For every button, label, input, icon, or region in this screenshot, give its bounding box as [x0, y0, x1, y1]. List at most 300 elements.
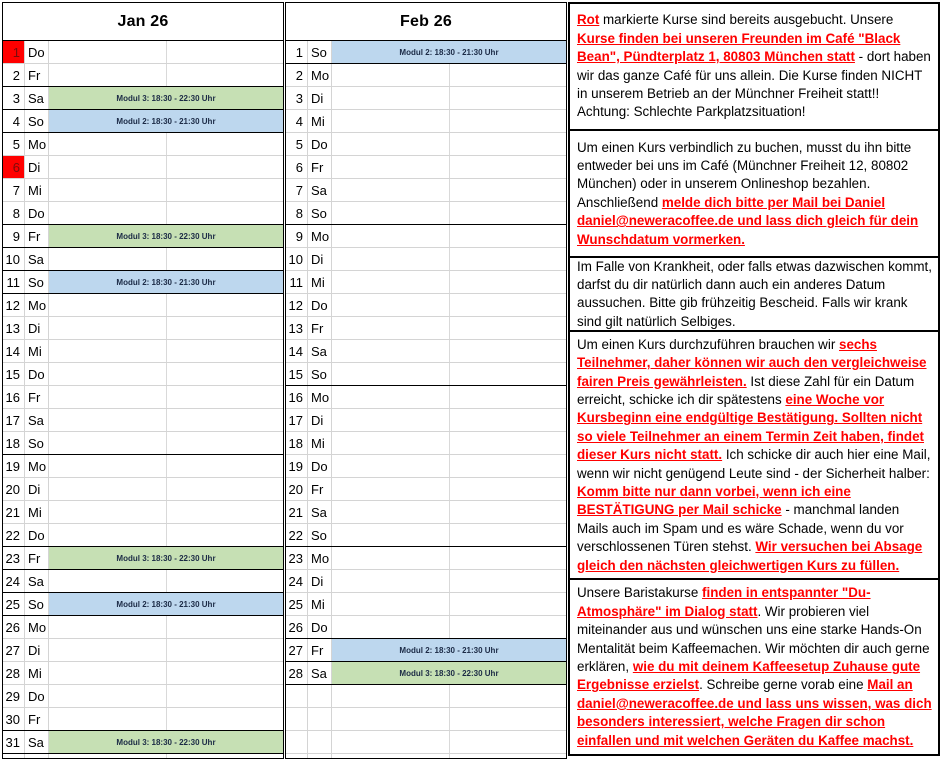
day-number-cell[interactable]: 17: [286, 409, 308, 431]
day-number-cell[interactable]: 16: [286, 386, 308, 408]
weekday-cell[interactable]: Do: [25, 685, 49, 707]
calendar-day-row: [3, 386, 283, 409]
gridline: [166, 294, 167, 316]
event-area-cell[interactable]: [332, 179, 566, 201]
weekday-cell[interactable]: So: [25, 271, 49, 293]
weekday-cell[interactable]: [308, 685, 332, 707]
weekday-cell[interactable]: Di: [25, 156, 49, 178]
weekday-cell[interactable]: Di: [308, 409, 332, 431]
calendar-day-row: [286, 639, 566, 662]
gridline: [166, 179, 167, 201]
day-number-cell[interactable]: 28: [286, 662, 308, 684]
event-area-cell[interactable]: [332, 409, 566, 431]
weekday-cell[interactable]: Do: [25, 524, 49, 546]
weekday-cell[interactable]: Fr: [25, 64, 49, 86]
day-number-cell[interactable]: 5: [286, 133, 308, 155]
day-number-cell[interactable]: 23: [286, 547, 308, 569]
day-number-cell[interactable]: 12: [3, 294, 25, 316]
weekday-cell[interactable]: Di: [308, 87, 332, 109]
gridline: [166, 202, 167, 224]
calendar-day-row: [286, 455, 566, 478]
gridline: [449, 87, 450, 109]
event-area-cell[interactable]: [49, 409, 283, 431]
day-number-cell[interactable]: 6: [286, 156, 308, 178]
calendar-february: [285, 2, 567, 759]
event-area-cell[interactable]: [49, 547, 283, 569]
calendar-day-row: [3, 225, 283, 248]
calendar-day-row: [3, 708, 283, 731]
event-area-cell[interactable]: [332, 248, 566, 270]
event-area-cell[interactable]: [332, 662, 566, 684]
course-event-m2[interactable]: Modul 2: 18:30 - 21:30 Uhr: [49, 593, 283, 615]
body-text: . Schreibe gerne vorab eine: [699, 677, 868, 693]
weekday-cell[interactable]: So: [25, 593, 49, 615]
gridline: [449, 547, 450, 569]
day-number-cell[interactable]: 20: [3, 478, 25, 500]
gridline: [166, 156, 167, 178]
day-number-cell[interactable]: 19: [3, 455, 25, 477]
gridline: [166, 570, 167, 592]
weekday-cell[interactable]: So: [25, 110, 49, 132]
day-number-cell[interactable]: 12: [286, 294, 308, 316]
day-number-cell[interactable]: 25: [3, 593, 25, 615]
day-number-cell[interactable]: 10: [3, 248, 25, 270]
calendar-day-row: [286, 363, 566, 386]
weekday-cell[interactable]: Fr: [25, 386, 49, 408]
event-area-cell[interactable]: [49, 87, 283, 109]
event-area-cell[interactable]: [49, 363, 283, 385]
event-area-cell[interactable]: [332, 501, 566, 523]
day-number-cell[interactable]: [286, 731, 308, 753]
gridline: [449, 432, 450, 454]
gridline: [449, 156, 450, 178]
day-number-cell[interactable]: 3: [286, 87, 308, 109]
course-event-m3[interactable]: Modul 3: 18:30 - 22:30 Uhr: [49, 547, 283, 569]
day-number-cell[interactable]: 13: [3, 317, 25, 339]
event-area-cell[interactable]: [332, 87, 566, 109]
day-number-cell[interactable]: 26: [3, 616, 25, 638]
calendar-day-row: [3, 317, 283, 340]
event-area-cell[interactable]: [332, 202, 566, 224]
calendar-day-row: [286, 110, 566, 133]
day-number-cell[interactable]: 13: [286, 317, 308, 339]
calendar-day-row: [286, 685, 566, 708]
day-number-cell[interactable]: 1: [286, 41, 308, 63]
calendar-day-row: [286, 547, 566, 570]
event-area-cell[interactable]: [332, 64, 566, 86]
gridline: [166, 708, 167, 730]
day-number-cell[interactable]: 8: [286, 202, 308, 224]
event-area-cell[interactable]: [49, 432, 283, 454]
event-area-cell[interactable]: [49, 731, 283, 753]
day-number-cell[interactable]: 4: [3, 110, 25, 132]
calendar-day-row: [286, 225, 566, 248]
day-number-cell[interactable]: 21: [286, 501, 308, 523]
course-event-m3[interactable]: Modul 3: 18:30 - 22:30 Uhr: [49, 87, 283, 109]
partial-row: [3, 754, 283, 758]
gridline: [449, 271, 450, 293]
calendar-day-row: [3, 248, 283, 271]
weekday-cell[interactable]: Mi: [25, 179, 49, 201]
day-number-cell[interactable]: 25: [286, 593, 308, 615]
event-area-cell[interactable]: [49, 708, 283, 730]
calendar-day-row: [3, 133, 283, 156]
day-number-cell[interactable]: 18: [3, 432, 25, 454]
weekday-cell[interactable]: Mo: [25, 133, 49, 155]
weekday-cell[interactable]: Di: [25, 317, 49, 339]
day-number-cell[interactable]: 7: [3, 179, 25, 201]
calendar-day-row: [3, 271, 283, 294]
weekday-cell[interactable]: [308, 731, 332, 753]
weekday-cell[interactable]: So: [308, 202, 332, 224]
day-number-cell[interactable]: 26: [286, 616, 308, 638]
course-event-m3[interactable]: Modul 3: 18:30 - 22:30 Uhr: [49, 225, 283, 247]
weekday-cell[interactable]: So: [308, 41, 332, 63]
info-text-block: [570, 258, 938, 332]
day-number-cell[interactable]: 21: [3, 501, 25, 523]
calendar-day-row: [3, 662, 283, 685]
course-event-m2[interactable]: Modul 2: 18:30 - 21:30 Uhr: [332, 639, 566, 661]
course-event-m3[interactable]: Modul 3: 18:30 - 22:30 Uhr: [49, 731, 283, 753]
weekday-cell[interactable]: So: [308, 363, 332, 385]
event-area-cell[interactable]: [49, 340, 283, 362]
event-area-cell[interactable]: [49, 317, 283, 339]
day-number-cell-holiday[interactable]: 6: [3, 156, 25, 178]
weekday-cell[interactable]: Sa: [25, 570, 49, 592]
calendar-day-row: [286, 662, 566, 685]
event-area-cell[interactable]: [49, 478, 283, 500]
day-number-cell[interactable]: 8: [3, 202, 25, 224]
event-area-cell[interactable]: [49, 248, 283, 270]
weekday-cell[interactable]: Mi: [308, 271, 332, 293]
weekday-cell[interactable]: Do: [308, 294, 332, 316]
gridline: [449, 386, 450, 408]
info-text-block: [570, 580, 938, 754]
info-paragraph: [577, 336, 933, 575]
event-area-cell[interactable]: [49, 662, 283, 684]
gridline: [449, 455, 450, 477]
calendar-day-row: [3, 593, 283, 616]
weekday-cell[interactable]: Mo: [25, 294, 49, 316]
highlighted-red-text: finden in entspannter "Du-Atmosphäre" im Dialog statt: [577, 585, 871, 619]
weekday-cell[interactable]: Sa: [25, 248, 49, 270]
highlighted-red-text: eine Woche vor Kursbeginn eine endgültige Bestätigung. Sollten nicht so viele Teilnehmer an einem Termin Zeit haben, findet dieser Kurs nicht statt.: [577, 391, 924, 463]
calendar-day-row: [286, 87, 566, 110]
body-text: Im Falle von Krankheit, oder falls etwas dazwischen kommt, darfst du dir natürlich dann auch ein anderes Datum aussuchen. Bitte gib frühzeitig Bescheid. Falls wir krank sind gilt natürlich Selbiges.: [577, 258, 932, 329]
weekday-cell[interactable]: Sa: [25, 731, 49, 753]
course-event-m2[interactable]: Modul 2: 18:30 - 21:30 Uhr: [332, 41, 566, 63]
course-event-m2[interactable]: Modul 2: 18:30 - 21:30 Uhr: [49, 271, 283, 293]
gridline: [166, 363, 167, 385]
weekday-cell[interactable]: So: [25, 432, 49, 454]
day-number-cell[interactable]: 3: [3, 87, 25, 109]
event-area-cell[interactable]: [49, 501, 283, 523]
day-number-cell[interactable]: 14: [286, 340, 308, 362]
weekday-cell[interactable]: Mi: [25, 340, 49, 362]
calendar-rows: [3, 41, 283, 754]
event-area-cell[interactable]: [332, 363, 566, 385]
day-number-cell[interactable]: [286, 708, 308, 730]
event-area-cell[interactable]: [332, 570, 566, 592]
calendar-day-row: [3, 363, 283, 386]
body-text: Ist diese Zahl für ein Datum erreicht, schicke ich dir spätestens: [577, 373, 915, 407]
gridline: [449, 179, 450, 201]
day-number-cell[interactable]: 9: [3, 225, 25, 247]
weekday-cell[interactable]: Fr: [308, 317, 332, 339]
calendar-day-row: [286, 340, 566, 363]
event-area-cell[interactable]: [49, 570, 283, 592]
calendar-day-row: [3, 547, 283, 570]
calendar-day-row: [286, 409, 566, 432]
day-number-cell[interactable]: 11: [286, 271, 308, 293]
body-text: Ich schicke dir auch hier eine Mail, wenn wir nicht genügend Leute sind - der Sicherheit halber:: [577, 447, 931, 481]
calendar-day-row: [286, 156, 566, 179]
weekday-cell[interactable]: Di: [308, 248, 332, 270]
weekday-cell[interactable]: Do: [25, 363, 49, 385]
calendar-day-row: [3, 501, 283, 524]
calendar-day-row: [3, 41, 283, 64]
day-number-cell[interactable]: 30: [3, 708, 25, 730]
event-area-cell[interactable]: [49, 639, 283, 661]
highlighted-red-text: wie du mit deinem Kaffeesetup Zuhause gute Ergebnisse erzielst: [577, 658, 921, 693]
event-area-cell[interactable]: [49, 64, 283, 86]
calendar-day-row: [3, 616, 283, 639]
event-area-cell[interactable]: [332, 708, 566, 730]
event-area-cell[interactable]: [332, 340, 566, 362]
gridline: [166, 133, 167, 155]
body-text: . Wir probieren viel miteinander aus und wünschen uns eine starke Hands-On Mentalität beim Kaffeemachen. Wir möchten dir auch gerne erklären,: [577, 603, 930, 674]
event-area-cell[interactable]: [332, 731, 566, 753]
event-area-cell[interactable]: [49, 294, 283, 316]
gridline: [166, 478, 167, 500]
event-area-cell[interactable]: [332, 41, 566, 63]
calendar-day-row: [3, 432, 283, 455]
day-number-cell[interactable]: 10: [286, 248, 308, 270]
gridline: [166, 501, 167, 523]
event-area-cell[interactable]: [332, 225, 566, 247]
day-number-cell[interactable]: 15: [286, 363, 308, 385]
event-area-cell[interactable]: [49, 455, 283, 477]
gridline: [449, 409, 450, 431]
event-area-cell[interactable]: [49, 179, 283, 201]
weekday-cell[interactable]: Mo: [308, 225, 332, 247]
event-area-cell[interactable]: [332, 593, 566, 615]
weekday-cell[interactable]: Mi: [308, 432, 332, 454]
day-number-cell[interactable]: 2: [286, 64, 308, 86]
weekday-cell[interactable]: Sa: [308, 501, 332, 523]
event-area-cell[interactable]: [332, 547, 566, 569]
calendar-day-row: [286, 616, 566, 639]
day-number-cell[interactable]: 2: [3, 64, 25, 86]
weekday-cell[interactable]: Di: [25, 639, 49, 661]
gridline: [449, 294, 450, 316]
weekday-cell[interactable]: Sa: [25, 87, 49, 109]
day-number-cell[interactable]: 4: [286, 110, 308, 132]
weekday-cell[interactable]: Di: [308, 570, 332, 592]
weekday-cell[interactable]: Do: [308, 616, 332, 638]
month-title: Feb 26: [400, 12, 452, 30]
weekday-cell[interactable]: So: [308, 524, 332, 546]
gridline: [166, 685, 167, 707]
weekday-cell[interactable]: Fr: [25, 708, 49, 730]
event-area-cell[interactable]: [332, 156, 566, 178]
event-area-cell[interactable]: [332, 317, 566, 339]
gridline: [449, 685, 450, 707]
event-area-cell[interactable]: [332, 616, 566, 638]
day-number-cell[interactable]: 27: [286, 639, 308, 661]
event-area-cell[interactable]: [49, 41, 283, 63]
calendar-day-row: [286, 593, 566, 616]
day-number-cell[interactable]: 27: [3, 639, 25, 661]
event-area-cell[interactable]: [332, 386, 566, 408]
weekday-cell[interactable]: Sa: [308, 662, 332, 684]
course-event-m2[interactable]: Modul 2: 18:30 - 21:30 Uhr: [49, 110, 283, 132]
event-area-cell[interactable]: [332, 294, 566, 316]
course-event-m3[interactable]: Modul 3: 18:30 - 22:30 Uhr: [332, 662, 566, 684]
calendar-day-row: [286, 478, 566, 501]
day-number-cell[interactable]: 31: [3, 731, 25, 753]
weekday-cell[interactable]: Mo: [308, 547, 332, 569]
day-number-cell[interactable]: 18: [286, 432, 308, 454]
event-area-cell[interactable]: [332, 685, 566, 707]
weekday-cell[interactable]: Fr: [308, 156, 332, 178]
day-number-cell[interactable]: 22: [3, 524, 25, 546]
event-area-cell[interactable]: [49, 110, 283, 132]
day-number-cell[interactable]: 15: [3, 363, 25, 385]
weekday-cell[interactable]: Do: [308, 133, 332, 155]
calendar-day-row: [3, 294, 283, 317]
day-number-cell[interactable]: 5: [3, 133, 25, 155]
day-number-cell[interactable]: 24: [286, 570, 308, 592]
event-area-cell[interactable]: [49, 133, 283, 155]
event-area-cell[interactable]: [49, 156, 283, 178]
weekday-cell[interactable]: Mi: [25, 501, 49, 523]
weekday-cell[interactable]: Sa: [25, 409, 49, 431]
day-number-cell[interactable]: 11: [3, 271, 25, 293]
weekday-cell[interactable]: Mo: [308, 386, 332, 408]
highlighted-red-text: Wir versuchen bei Absage gleich den nächsten gleichwertigen Kurs zu füllen.: [577, 539, 923, 573]
day-number-cell[interactable]: 23: [3, 547, 25, 569]
event-area-cell[interactable]: [49, 524, 283, 546]
weekday-cell[interactable]: Mi: [308, 110, 332, 132]
body-text: Um einen Kurs durchzuführen brauchen wir: [577, 336, 839, 352]
gridline: [166, 340, 167, 362]
gridline: [166, 455, 167, 477]
partial-cell: [286, 754, 308, 758]
event-area-cell[interactable]: [49, 386, 283, 408]
weekday-cell[interactable]: Do: [25, 202, 49, 224]
day-number-cell[interactable]: 7: [286, 179, 308, 201]
day-number-cell[interactable]: 9: [286, 225, 308, 247]
calendar-day-row: [3, 340, 283, 363]
gridline: [449, 340, 450, 362]
event-area-cell[interactable]: [332, 478, 566, 500]
weekday-cell[interactable]: Mo: [308, 64, 332, 86]
weekday-cell[interactable]: Mo: [25, 455, 49, 477]
day-number-cell[interactable]: [286, 685, 308, 707]
gridline: [166, 64, 167, 86]
day-number-cell[interactable]: 29: [3, 685, 25, 707]
calendar-day-row: [3, 87, 283, 110]
weekday-cell[interactable]: Sa: [308, 179, 332, 201]
highlighted-red-text: Rot: [577, 12, 600, 28]
calendar-day-row: [3, 524, 283, 547]
partial-cell: [49, 754, 283, 758]
gridline: [166, 317, 167, 339]
event-area-cell[interactable]: [49, 593, 283, 615]
partial-row: [286, 754, 566, 758]
event-area-cell[interactable]: [49, 685, 283, 707]
day-number-cell[interactable]: 14: [3, 340, 25, 362]
info-paragraph: [577, 584, 933, 750]
day-number-cell[interactable]: 16: [3, 386, 25, 408]
calendar-day-row: [3, 570, 283, 593]
day-number-cell-holiday[interactable]: 1: [3, 41, 25, 63]
event-area-cell[interactable]: [49, 271, 283, 293]
event-area-cell[interactable]: [332, 524, 566, 546]
weekday-cell[interactable]: Do: [25, 41, 49, 63]
weekday-cell[interactable]: Sa: [308, 340, 332, 362]
gridline: [449, 110, 450, 132]
day-number-cell[interactable]: 19: [286, 455, 308, 477]
day-number-cell[interactable]: 24: [3, 570, 25, 592]
gridline: [166, 662, 167, 684]
calendar-day-row: [3, 179, 283, 202]
event-area-cell[interactable]: [49, 202, 283, 224]
weekday-cell[interactable]: Di: [25, 478, 49, 500]
info-paragraph: [577, 11, 933, 121]
event-area-cell[interactable]: [332, 639, 566, 661]
day-number-cell[interactable]: 28: [3, 662, 25, 684]
event-area-cell[interactable]: [332, 133, 566, 155]
info-paragraph: [577, 139, 933, 249]
event-area-cell[interactable]: [49, 225, 283, 247]
gridline: [166, 616, 167, 638]
event-area-cell[interactable]: [332, 271, 566, 293]
event-area-cell[interactable]: [332, 110, 566, 132]
weekday-cell[interactable]: Fr: [308, 478, 332, 500]
highlighted-red-text: sechs Teilnehmer, daher können wir auch den vergleichweise fairen Preis gewährleisten.: [577, 336, 927, 389]
weekday-cell[interactable]: Do: [308, 455, 332, 477]
partial-cell: [3, 754, 25, 758]
info-paragraph: [577, 258, 933, 332]
weekday-cell[interactable]: Mo: [25, 616, 49, 638]
event-area-cell[interactable]: [49, 616, 283, 638]
gridline: [166, 432, 167, 454]
calendar-rows: [286, 41, 566, 754]
calendar-day-row: [286, 248, 566, 271]
gridline: [166, 524, 167, 546]
body-text: markierte Kurse sind bereits ausgebucht. Unsere: [599, 12, 894, 28]
calendar-day-row: [286, 271, 566, 294]
gridline: [166, 409, 167, 431]
event-area-cell[interactable]: [332, 432, 566, 454]
weekday-cell[interactable]: Fr: [25, 225, 49, 247]
day-number-cell[interactable]: 20: [286, 478, 308, 500]
weekday-cell[interactable]: Fr: [25, 547, 49, 569]
weekday-cell[interactable]: [308, 708, 332, 730]
weekday-cell[interactable]: Mi: [25, 662, 49, 684]
info-text-block: [570, 332, 938, 580]
calendar-day-row: [3, 639, 283, 662]
event-area-cell[interactable]: [332, 455, 566, 477]
calendar-day-row: [3, 685, 283, 708]
day-number-cell[interactable]: 22: [286, 524, 308, 546]
weekday-cell[interactable]: Mi: [308, 593, 332, 615]
day-number-cell[interactable]: 17: [3, 409, 25, 431]
weekday-cell[interactable]: Fr: [308, 639, 332, 661]
month-title: Jan 26: [117, 12, 169, 30]
